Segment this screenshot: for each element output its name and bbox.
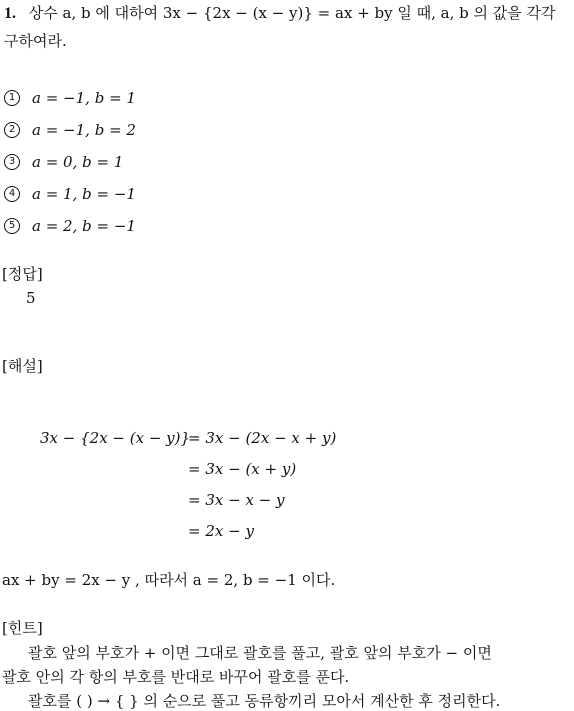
- hint-line-1: 괄호 앞의 부호가 + 이면 그대로 괄호를 풀고, 괄호 앞의 부호가 − 이면: [28, 644, 492, 662]
- option-1[interactable]: [4, 89, 136, 107]
- option-4[interactable]: [4, 185, 136, 203]
- hint-line-3: 괄호를 ( ) → { } 의 순으로 풀고 동류항끼리 모아서 계산한 후 정리한다.: [28, 692, 501, 710]
- option-2-mark: 2: [4, 122, 20, 138]
- answer-heading: [정답]: [2, 265, 43, 283]
- conclusion: ax + by = 2x − y , 따라서 a = 2, b = −1 이다.: [2, 571, 336, 589]
- option-3[interactable]: [4, 153, 123, 171]
- option-5[interactable]: [4, 217, 136, 235]
- option-4-mark: 4: [4, 186, 20, 202]
- derivation-step-4: = 2x − y: [188, 522, 254, 540]
- answer-value: 5: [26, 289, 36, 307]
- option-5-text: a = 2, b = −1: [32, 217, 136, 235]
- option-4-text: a = 1, b = −1: [32, 185, 136, 203]
- option-1-mark: 1: [4, 90, 20, 106]
- derivation-lhs: 3x − {2x − (x − y)}: [40, 429, 191, 447]
- option-3-mark: 3: [4, 154, 20, 170]
- problem-text-2: 구하여라.: [4, 32, 67, 50]
- problem-text-1: 상수 a, b 에 대하여 3x − {2x − (x − y)} = ax + by 일 때, a, b 의 값을 각각: [28, 4, 556, 22]
- hint-line-2: 괄호 안의 각 항의 부호를 반대로 바꾸어 괄호를 푼다.: [2, 668, 350, 686]
- option-3-text: a = 0, b = 1: [32, 153, 124, 171]
- derivation-step-1: = 3x − (2x − x + y): [188, 429, 337, 447]
- derivation-step-3: = 3x − x − y: [188, 491, 285, 509]
- hint-heading: [힌트]: [2, 619, 43, 637]
- option-1-text: a = −1, b = 1: [32, 89, 136, 107]
- option-2[interactable]: [4, 121, 136, 139]
- explanation-heading: [해설]: [2, 357, 43, 375]
- derivation-step-2: = 3x − (x + y): [188, 460, 297, 478]
- problem-line-1: [4, 2, 556, 23]
- problem-number: 1.: [4, 5, 16, 22]
- option-5-mark: 5: [4, 218, 20, 234]
- option-2-text: a = −1, b = 2: [32, 121, 136, 139]
